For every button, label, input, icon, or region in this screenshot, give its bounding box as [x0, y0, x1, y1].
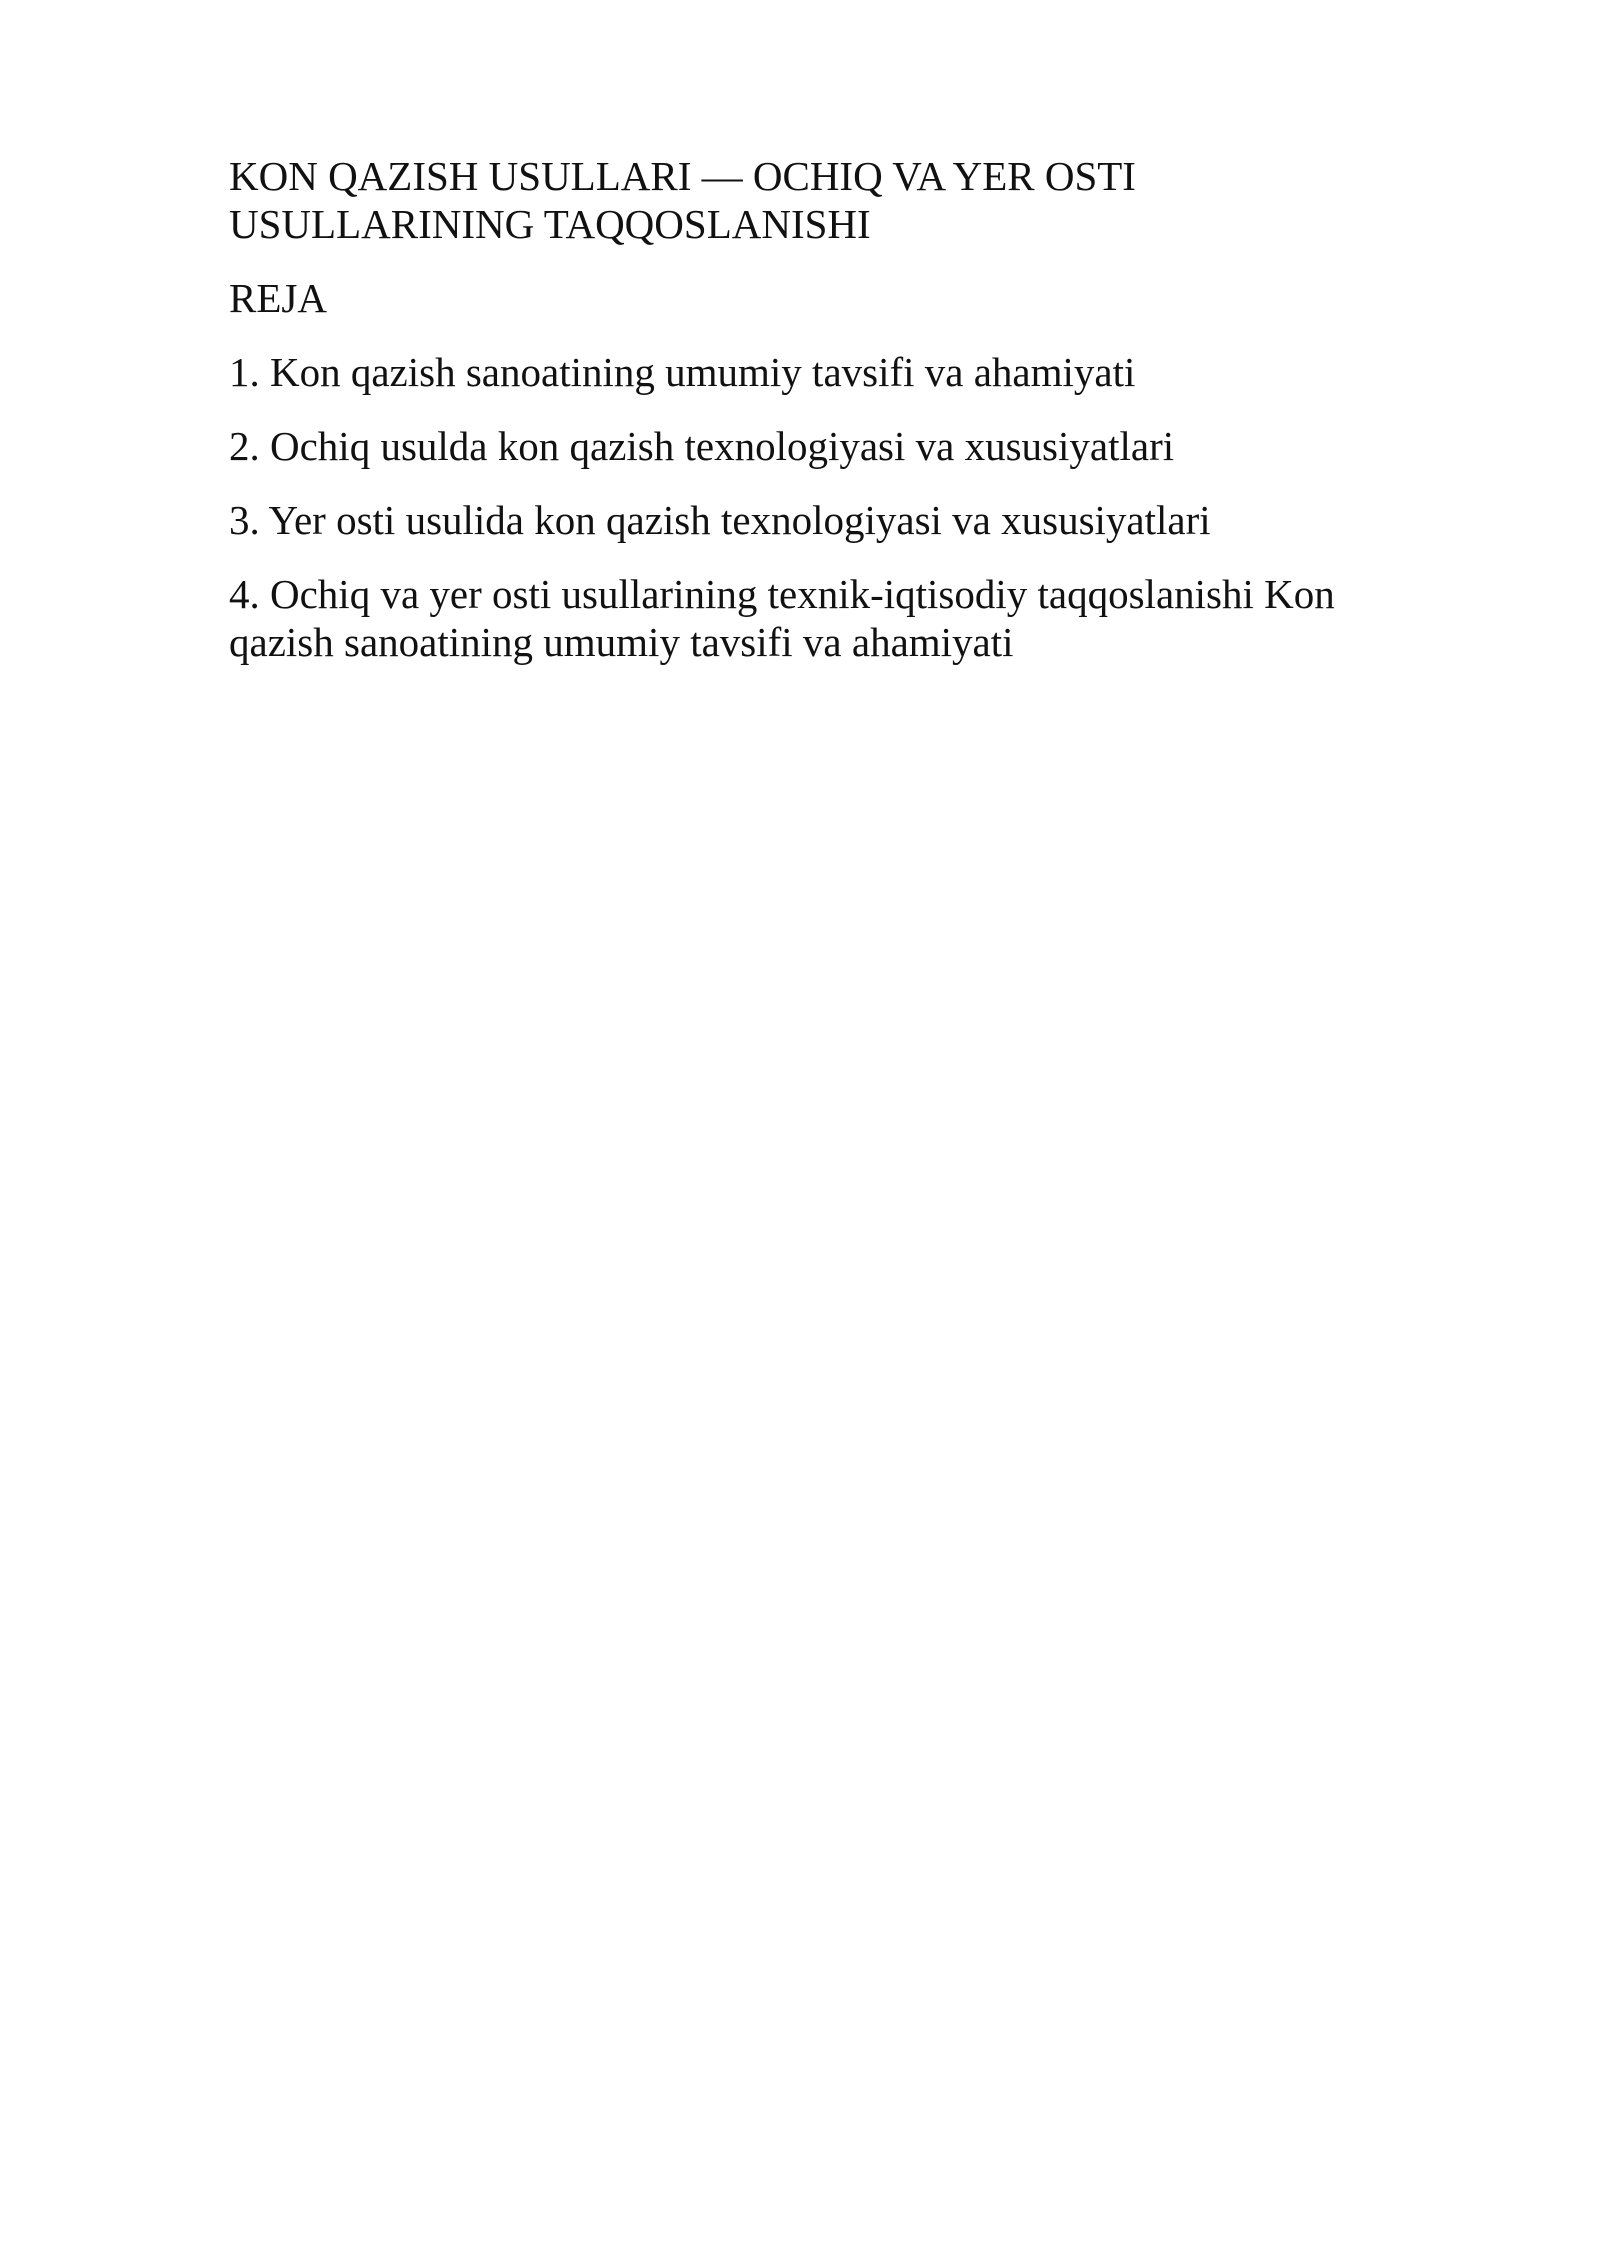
document-body: [229, 152, 1409, 692]
document-title: KON QAZISH USULLARI — OCHIQ VA YER OSTI USULLARINING TAQQOSLANISHI: [229, 153, 1136, 247]
plan-item: 4. Ochiq va yer osti usullarining texnik-iqtisodiy taqqoslanishi Kon qazish sanoatining umumiy tavsifi va ahamiyati: [229, 571, 1335, 665]
plan-item: 3. Yer osti usulida kon qazish texnologiyasi va xususiyatlari: [229, 497, 1211, 543]
plan-item: 2. Ochiq usulda kon qazish texnologiyasi va xususiyatlari: [229, 423, 1175, 469]
plan-list: [229, 348, 1409, 666]
plan-item: 1. Kon qazish sanoatining umumiy tavsifi va ahamiyati: [229, 349, 1136, 395]
plan-heading: REJA: [229, 275, 327, 321]
